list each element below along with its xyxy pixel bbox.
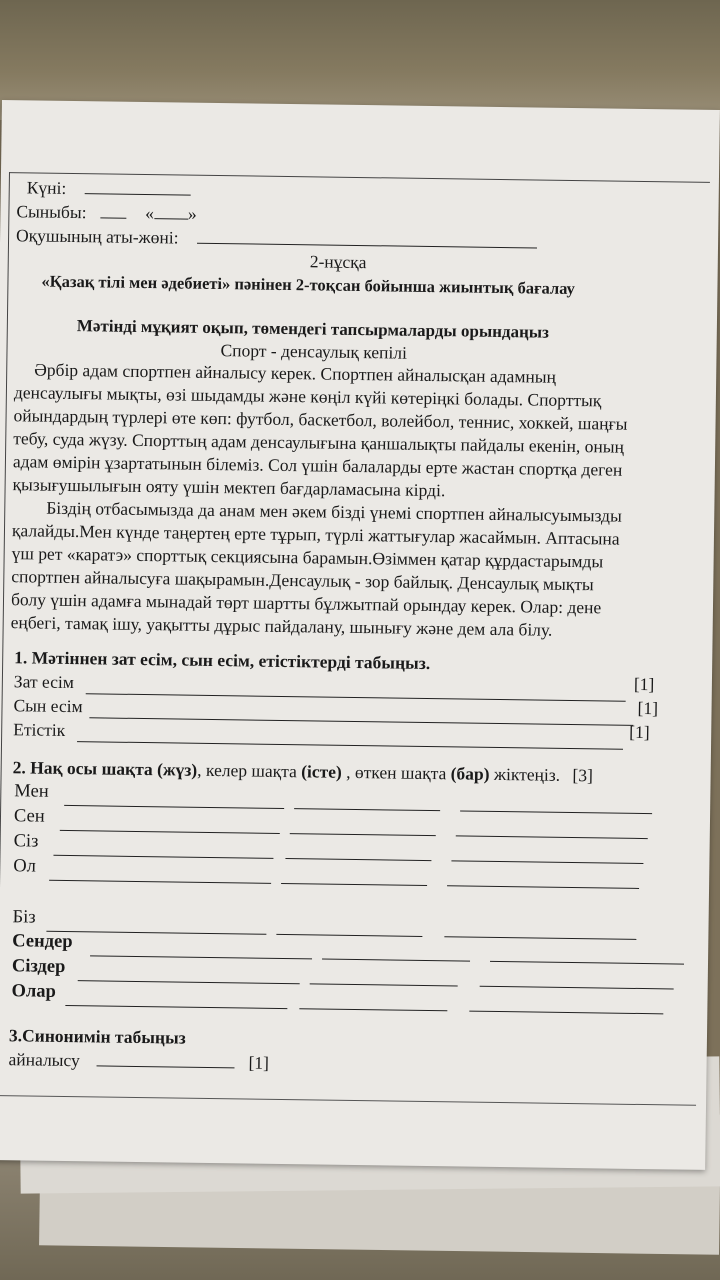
task1-row bbox=[13, 694, 82, 717]
verb-iste: (істе) bbox=[301, 761, 342, 782]
synonym-word: айналысу bbox=[8, 1049, 80, 1071]
present-tense-blank[interactable] bbox=[49, 866, 271, 884]
past-tense-blank[interactable] bbox=[460, 796, 652, 814]
synonym-answer-blank[interactable] bbox=[96, 1051, 234, 1068]
task1-row bbox=[14, 670, 74, 693]
paragraph-line: қалайды.Мен күнде таңертең ерте тұрып, түрлі жаттығулар жасаймын. Аптасына bbox=[11, 520, 620, 549]
future-tense-blank[interactable] bbox=[322, 945, 470, 962]
pronoun-label: Біз bbox=[12, 907, 36, 928]
future-tense-blank[interactable] bbox=[310, 969, 458, 986]
score-mark: [1] bbox=[637, 697, 659, 719]
future-tense-blank[interactable] bbox=[290, 819, 436, 836]
quote-close: » bbox=[187, 203, 197, 224]
future-tense-blank[interactable] bbox=[285, 844, 431, 861]
task1-title: 1. Мәтіннен зат есім, сын есім, етістіктерді табыңыз. bbox=[14, 647, 431, 674]
class-label: Сыныбы: bbox=[16, 201, 87, 223]
class-number-blank[interactable] bbox=[101, 203, 127, 218]
past-tense-blank[interactable] bbox=[444, 922, 636, 940]
paragraph-line: адам өмірін ұзартатынын білеміз. Сол үшін балаларды ерте жастан спортқа деген bbox=[12, 451, 623, 480]
pronoun-label: Сен bbox=[13, 806, 45, 827]
future-tense-blank[interactable] bbox=[276, 920, 422, 937]
paragraph-line: спортпен айналысуға шақырамын.Денсаулық - зор байлық. Денсаулық мықты bbox=[11, 566, 594, 595]
paragraph-line: қызығушылығын ояту үшін мектеп бағдарламасына кірді. bbox=[12, 474, 446, 501]
past-tense-blank[interactable] bbox=[480, 972, 674, 990]
pronoun-label: Ол bbox=[13, 856, 37, 877]
paragraph-line: болу үшін адамға мынадай төрт шартты бұлжытпай орындау керек. Олар: дене bbox=[10, 589, 602, 618]
student-label: Оқушының аты-жөні: bbox=[15, 225, 179, 248]
past-tense-blank[interactable] bbox=[490, 947, 684, 965]
quote-open: « bbox=[145, 203, 155, 224]
present-tense-blank[interactable] bbox=[65, 991, 287, 1009]
text-title: Спорт - денсаулық кепілі bbox=[220, 340, 408, 363]
score-mark: [1] bbox=[248, 1052, 270, 1073]
paragraph-line: үш рет «каратэ» спорттық секциясына барамын.Өзіммен қатар құрдастарымды bbox=[11, 543, 604, 572]
row-label: Зат есім bbox=[13, 671, 75, 693]
task1-row bbox=[13, 718, 65, 741]
task2-mid2: , өткен шақта bbox=[341, 761, 451, 784]
paragraph-line: Әрбір адам спортпен айналысу керек. Спортпен айналысқан адамның bbox=[34, 359, 557, 387]
present-tense-blank[interactable] bbox=[64, 791, 284, 809]
past-tense-blank[interactable] bbox=[456, 821, 648, 839]
row-label: Сын есім bbox=[13, 695, 83, 717]
paragraph-line: ойындардың түрлері өте көп: футбол, баскетбол, волейбол, теннис, хоккей, шаңғы bbox=[13, 405, 628, 434]
student-name-blank[interactable] bbox=[197, 229, 537, 249]
instructions: Мәтінді мұқият оқып, төмендегі тапсырмаларды орындаңыз bbox=[76, 316, 550, 342]
pronoun-label: Мен bbox=[14, 781, 49, 802]
date-blank[interactable] bbox=[85, 179, 191, 195]
paragraph-line: еңбегі, тамақ ішу, уақытты дұрыс пайдалану, шынығу және дем ала білу. bbox=[10, 612, 553, 640]
pronoun-label: Сіз bbox=[13, 831, 39, 852]
task2-prefix: 2. Нақ осы шақта bbox=[12, 757, 158, 780]
date-label: Күні: bbox=[26, 177, 67, 198]
paragraph-line: тебу, суда жүзу. Спорттың адам денсаулығына қаншалықты пайдалы екенін, оның bbox=[13, 428, 625, 457]
row-label: Етістік bbox=[13, 719, 66, 740]
task3-row bbox=[8, 1048, 269, 1074]
paragraph-line: денсаулығы мықты, өзі шыдамды және көңіл күйі көтеріңкі болады. Спорттық bbox=[13, 382, 602, 411]
present-tense-blank[interactable] bbox=[53, 841, 273, 859]
verb-zhuz: (жүз) bbox=[156, 759, 198, 780]
score-mark: [1] bbox=[629, 721, 650, 743]
present-tense-blank[interactable] bbox=[78, 966, 300, 984]
score-mark: [1] bbox=[633, 673, 655, 695]
pronoun-label: Сендер bbox=[12, 931, 73, 953]
class-letter-blank[interactable] bbox=[154, 204, 188, 219]
present-tense-blank[interactable] bbox=[90, 941, 312, 959]
score-mark: [3] bbox=[572, 765, 594, 786]
past-tense-blank[interactable] bbox=[469, 997, 663, 1015]
past-tense-blank[interactable] bbox=[447, 871, 639, 889]
task2-mid1: , келер шақта bbox=[197, 759, 302, 782]
verb-bar: (бар) bbox=[450, 763, 490, 784]
past-tense-blank[interactable] bbox=[451, 846, 643, 864]
date-row bbox=[27, 176, 191, 200]
future-tense-blank[interactable] bbox=[294, 794, 440, 811]
variant-label: 2-нұсқа bbox=[309, 251, 367, 273]
paragraph-line: Біздің отбасымызда да анам мен әкем бізді үнемі спортпен айналысуымызды bbox=[46, 497, 622, 526]
pronoun-label: Олар bbox=[11, 981, 57, 1002]
future-tense-blank[interactable] bbox=[299, 994, 447, 1011]
task3-title: 3.Синонимін табыңыз bbox=[8, 1025, 186, 1048]
future-tense-blank[interactable] bbox=[281, 869, 427, 886]
assessment-title: «Қазақ тілі мен әдебиеті» пәнінен 2-тоқсан бойынша жиынтық бағалау bbox=[41, 271, 575, 299]
present-tense-blank[interactable] bbox=[46, 917, 266, 935]
worksheet-page bbox=[0, 100, 720, 1170]
task2-suffix: жіктеңіз. bbox=[489, 763, 561, 785]
present-tense-blank[interactable] bbox=[60, 816, 280, 834]
class-row bbox=[16, 200, 197, 225]
pronoun-label: Сіздер bbox=[11, 956, 66, 977]
